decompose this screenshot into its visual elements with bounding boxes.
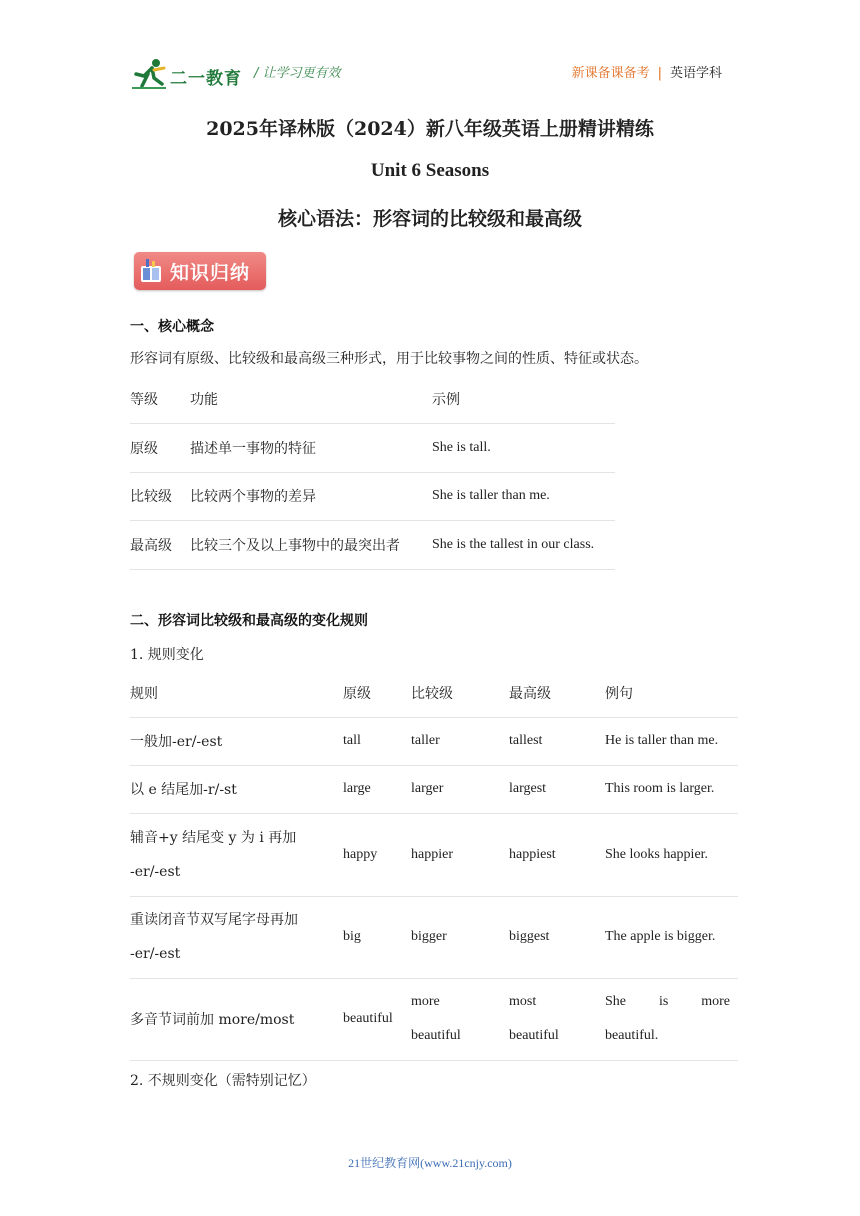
base-cell: beautiful [343,1011,393,1026]
badge-label: 知识归纳 [170,262,251,284]
table-header-row [130,375,615,424]
rule-line-1 [130,821,343,855]
table-cell: She is the tallest in our class. [432,536,595,552]
comparative-cell: larger [411,781,444,796]
example-cell: This room is larger. [605,781,715,796]
page-footer: 21世纪教育网(www.21cnjy.com) [348,1156,512,1170]
rule-line-2: -er/-est [130,946,181,962]
concept-table [130,375,615,570]
table-cell: 比较两个事物的差异 [190,489,316,506]
base-cell: happy [343,846,378,862]
base-cell: big [343,929,361,944]
table-header-row [130,669,738,717]
example-cell [605,978,738,1060]
table-row [130,765,738,813]
rule-line-2: -er/-est [130,863,181,880]
superlative-line-2: beautiful [509,1028,559,1043]
rule-cell [130,813,343,896]
logo-text: 二一教育 [170,69,242,89]
header-cell: 例句 [605,685,633,702]
example-line-1: She is more [605,994,730,1009]
base-cell: large [343,781,371,796]
comparative-line-2: beautiful [411,1028,461,1043]
header-cell: 示例 [432,392,460,408]
header-cell: 原级 [343,685,371,702]
superlative-cell: largest [509,781,547,796]
book-icon [140,258,162,284]
header-subject-label: 英语学科 [669,66,722,81]
header-cell: 规则 [130,685,158,702]
superlative-cell: happiest [509,846,556,862]
table-row [130,472,615,521]
table-cell: She is taller than me. [432,488,550,504]
section-1-heading: 一、核心概念 [130,319,214,335]
knowledge-badge [134,252,266,290]
table-row [130,978,738,1060]
rule-cell: 多音节词前加 more/most [130,1012,295,1028]
example-cell: He is taller than me. [605,733,719,748]
table-row [130,896,738,978]
logo [130,56,250,90]
table-cell: 比较级 [130,489,172,506]
main-title: 2025年译林版（2024）新八年级英语上册精讲精练 [206,118,654,140]
table-cell: 描述单一事物的特征 [190,440,316,457]
header-cell: 等级 [130,392,158,408]
section-1-intro: 形容词有原级、比较级和最高级三种形式，用于比较事物之间的性质、特征或状态。 [130,351,648,367]
example-line-2: beautiful. [605,1028,659,1043]
superlative-line-1: most [509,994,537,1009]
page-header [130,56,730,92]
rule-line-1-text: 辅音+y 结尾变 y 为 i 再加 [130,829,297,846]
example-cell: She looks happier. [605,846,709,862]
table-row [130,813,738,896]
irregular-changes-subheading: 2. 不规则变化（需特别记忆） [130,1073,316,1089]
header-course-label: 新课备课备考 [571,66,650,81]
header-slogan: / 让学习更有效 [254,66,341,81]
table-cell: 比较三个及以上事物中的最突出者 [190,537,400,554]
table-cell: She is tall. [432,439,491,455]
unit-title: Unit 6 Seasons [370,160,490,181]
table-row [130,521,615,570]
header-cell: 比较级 [411,685,453,702]
comparative-line-1: more [411,994,440,1009]
comparative-cell: bigger [411,929,447,944]
header-cell: 最高级 [509,685,551,702]
header-cell: 功能 [190,392,218,408]
base-cell: tall [343,733,361,748]
superlative-cell [509,978,605,1060]
superlative-cell: biggest [509,929,550,944]
rule-cell: 一般加-er/-est [130,734,223,750]
comparative-cell: taller [411,733,440,748]
table-cell: 原级 [130,440,158,457]
table-row [130,424,615,473]
header-right [572,62,722,81]
superlative-cell: tallest [509,733,543,748]
table-cell: 最高级 [130,537,172,554]
rule-cell [130,896,343,978]
rule-cell: 以 e 结尾加-r/-st [130,782,237,798]
regular-changes-subheading: 1. 规则变化 [130,647,204,663]
header-separator: | [657,66,662,81]
comparative-cell: happier [411,846,453,862]
table-row [130,717,738,765]
rule-line-1: 重读闭音节双写尾字母再加 [130,912,298,928]
topic-title: 核心语法：形容词的比较级和最高级 [277,208,582,230]
rules-table [130,669,738,1061]
comparative-cell [411,978,509,1060]
runner-logo-icon [132,58,168,90]
section-2-heading: 二、形容词比较级和最高级的变化规则 [130,613,368,629]
example-cell: The apple is bigger. [605,929,716,944]
